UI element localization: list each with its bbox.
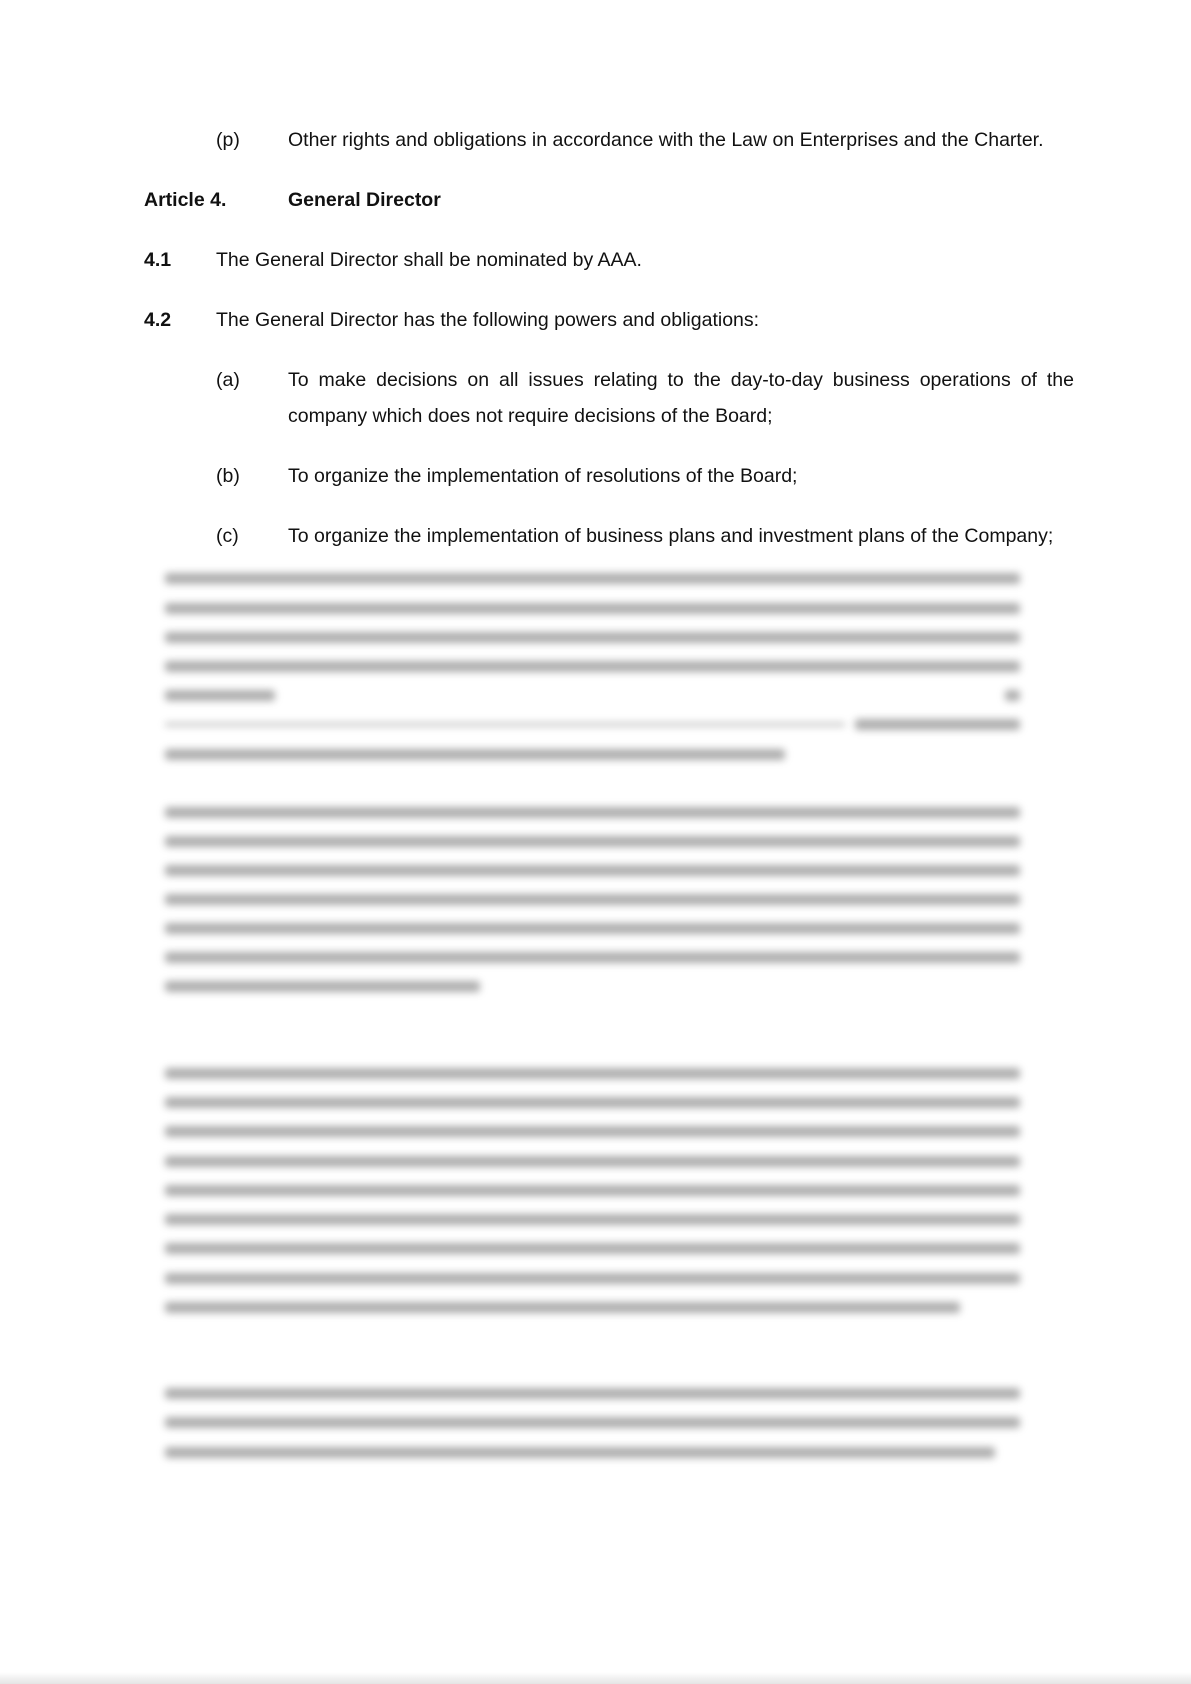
blurred-line bbox=[165, 632, 1020, 643]
blurred-line bbox=[165, 1302, 960, 1313]
item-c-text: To organize the implementation of business plans and investment plans of the Company; bbox=[288, 525, 1054, 547]
blurred-line bbox=[165, 981, 480, 992]
blurred-line bbox=[165, 661, 1020, 672]
blurred-line bbox=[165, 1126, 1020, 1137]
blurred-content-region bbox=[165, 563, 1020, 1483]
blurred-line bbox=[165, 836, 1020, 847]
blurred-line bbox=[165, 749, 785, 760]
blurred-line bbox=[165, 1388, 1020, 1399]
blurred-line bbox=[165, 952, 1020, 963]
clause-4-2-text: The General Director has the following powers and obligations: bbox=[216, 309, 760, 331]
item-b-marker: (b) bbox=[216, 465, 240, 487]
article-number: Article 4. bbox=[144, 189, 227, 211]
blurred-line bbox=[165, 894, 1020, 905]
blurred-line bbox=[165, 1447, 995, 1458]
blurred-line bbox=[165, 573, 1020, 584]
clause-4-1-number: 4.1 bbox=[144, 249, 172, 271]
blurred-line bbox=[165, 1214, 1020, 1225]
item-a-marker: (a) bbox=[216, 369, 240, 391]
blurred-line bbox=[1005, 690, 1020, 701]
item-c-marker: (c) bbox=[216, 525, 239, 547]
blurred-line bbox=[165, 1068, 1020, 1079]
blurred-line bbox=[165, 1097, 1020, 1108]
blurred-line bbox=[165, 603, 1020, 614]
blurred-line bbox=[165, 1417, 1020, 1428]
item-p-marker: (p) bbox=[216, 129, 240, 151]
item-a-text: To make decisions on all issues relating to the day-to-day business operations of the company which does not require decisions of the Board; bbox=[288, 369, 1074, 427]
item-b-text: To organize the implementation of resolutions of the Board; bbox=[288, 465, 798, 487]
blurred-line bbox=[165, 1185, 1020, 1196]
blurred-line bbox=[165, 807, 1020, 818]
page-bottom-edge bbox=[0, 1672, 1191, 1684]
clause-4-2-number: 4.2 bbox=[144, 309, 172, 331]
blurred-line bbox=[165, 690, 275, 701]
blurred-line bbox=[165, 1273, 1020, 1284]
article-title: General Director bbox=[288, 189, 441, 211]
blurred-underline bbox=[165, 723, 845, 726]
blurred-line bbox=[165, 923, 1020, 934]
blurred-line bbox=[165, 1156, 1020, 1167]
item-p-text: Other rights and obligations in accordance with the Law on Enterprises and the Charter. bbox=[288, 129, 1044, 151]
blurred-line bbox=[855, 719, 1020, 730]
blurred-line bbox=[165, 1243, 1020, 1254]
blurred-line bbox=[165, 865, 1020, 876]
clause-4-1-text: The General Director shall be nominated by AAA. bbox=[216, 249, 642, 271]
